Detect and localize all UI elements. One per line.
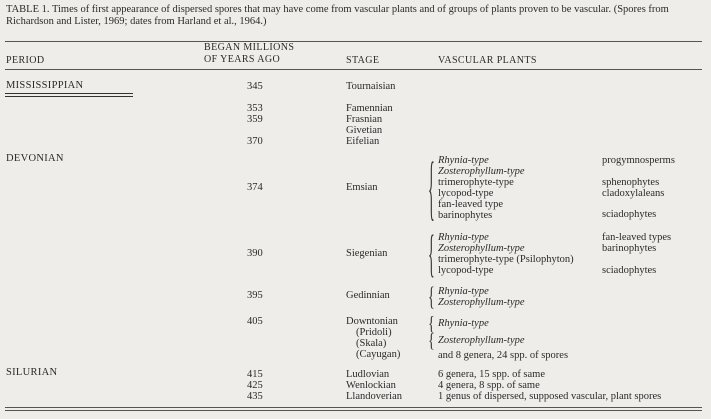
stage-siegenian: Siegenian [346,248,388,259]
siegenian-right-1: fan-leaved types [602,232,672,243]
downtonian-brace-1: { [428,313,435,335]
siegenian-brace: { [428,226,435,284]
stage-famennian: Famennian [346,103,393,114]
top-rule [5,41,702,42]
emsian-plant-5: fan-leaved type [438,199,504,210]
table-caption [6,4,701,28]
mya-425: 425 [247,380,263,391]
stage-skala: (Skala) [356,338,387,349]
siegenian-right-3: sciadophytes [602,265,657,276]
downtonian-brace-2: { [428,330,435,352]
emsian-right-1: progymnosperms [602,155,675,166]
header-began-line1: BEGAN MILLIONS [204,42,295,53]
stage-pridoli: (Pridoli) [356,327,392,338]
period-devonian: DEVONIAN [6,153,64,164]
silurian-note-2: 4 genera, 8 spp. of same [438,380,540,391]
mya-353: 353 [247,103,263,114]
downtonian-plant-2: Zosterophyllum-type [438,335,525,346]
stage-eifelian: Eifelian [346,136,380,147]
siegenian-plant-1: Rhynia-type [438,232,489,243]
stage-cayugan: (Cayugan) [356,349,401,360]
stage-frasnian: Frasnian [346,114,383,125]
bottom-rule-2 [5,410,702,411]
mya-405: 405 [247,316,263,327]
gedinnian-plant-2: Zosterophyllum-type [438,297,525,308]
mya-359: 359 [247,114,263,125]
downtonian-plant-1: Rhynia-type [438,318,489,329]
gedinnian-brace: { [428,282,435,312]
caption-text: Times of first appearance of dispersed spores that may have come from vascular plants and of groups of plants proven to be vascular. (Spores from Richardson and Lister, 1969; dates from Harland et al., 1964.) [6,4,669,27]
emsian-plant-4: lycopod-type [438,188,494,199]
mya-345: 345 [247,81,263,92]
stage-givetian: Givetian [346,125,383,136]
period-silurian: SILURIAN [6,367,58,378]
silurian-note-3: 1 genus of dispersed, supposed vascular, plant spores [438,391,662,402]
mya-395: 395 [247,290,263,301]
mississippian-underline-2 [5,96,133,97]
siegenian-plant-4: lycopod-type [438,265,494,276]
mya-415: 415 [247,369,263,380]
header-rule [5,69,702,70]
mya-435: 435 [247,391,263,402]
stage-ludlovian: Ludlovian [346,369,390,380]
emsian-right-2: sphenophytes [602,177,660,188]
mississippian-underline-1 [5,93,133,94]
header-stage: STAGE [346,55,380,66]
stage-downtonian: Downtonian [346,316,398,327]
emsian-plant-1: Rhynia-type [438,155,489,166]
emsian-right-3: cladoxylaleans [602,188,665,199]
mya-374: 374 [247,182,263,193]
period-mississippian: MISSISSIPPIAN [6,80,84,91]
stage-emsian: Emsian [346,182,378,193]
gedinnian-plant-1: Rhynia-type [438,286,489,297]
stage-gedinnian: Gedinnian [346,290,390,301]
emsian-brace: { [428,150,435,230]
emsian-plant-3: trimerophyte-type [438,177,514,188]
stage-llandoverian: Llandoverian [346,391,402,402]
caption-label: TABLE 1. [6,4,50,15]
stage-wenlockian: Wenlockian [346,380,396,391]
downtonian-plant-3: and 8 genera, 24 spp. of spores [438,350,569,361]
mya-370: 370 [247,136,263,147]
siegenian-plant-2: Zosterophyllum-type [438,243,525,254]
emsian-plant-2: Zosterophyllum-type [438,166,525,177]
header-period: PERIOD [6,55,45,66]
mya-390: 390 [247,248,263,259]
siegenian-right-2: barinophytes [602,243,657,254]
header-began-line2: OF YEARS AGO [204,54,281,65]
siegenian-plant-3: trimerophyte-type (Psilophyton) [438,254,574,265]
bottom-rule [5,407,702,408]
stage-tournaisian: Tournaisian [346,81,396,92]
emsian-right-4: sciadophytes [602,209,657,220]
silurian-note-1: 6 genera, 15 spp. of same [438,369,546,380]
emsian-plant-6: barinophytes [438,210,493,221]
header-vascular: VASCULAR PLANTS [438,55,537,66]
